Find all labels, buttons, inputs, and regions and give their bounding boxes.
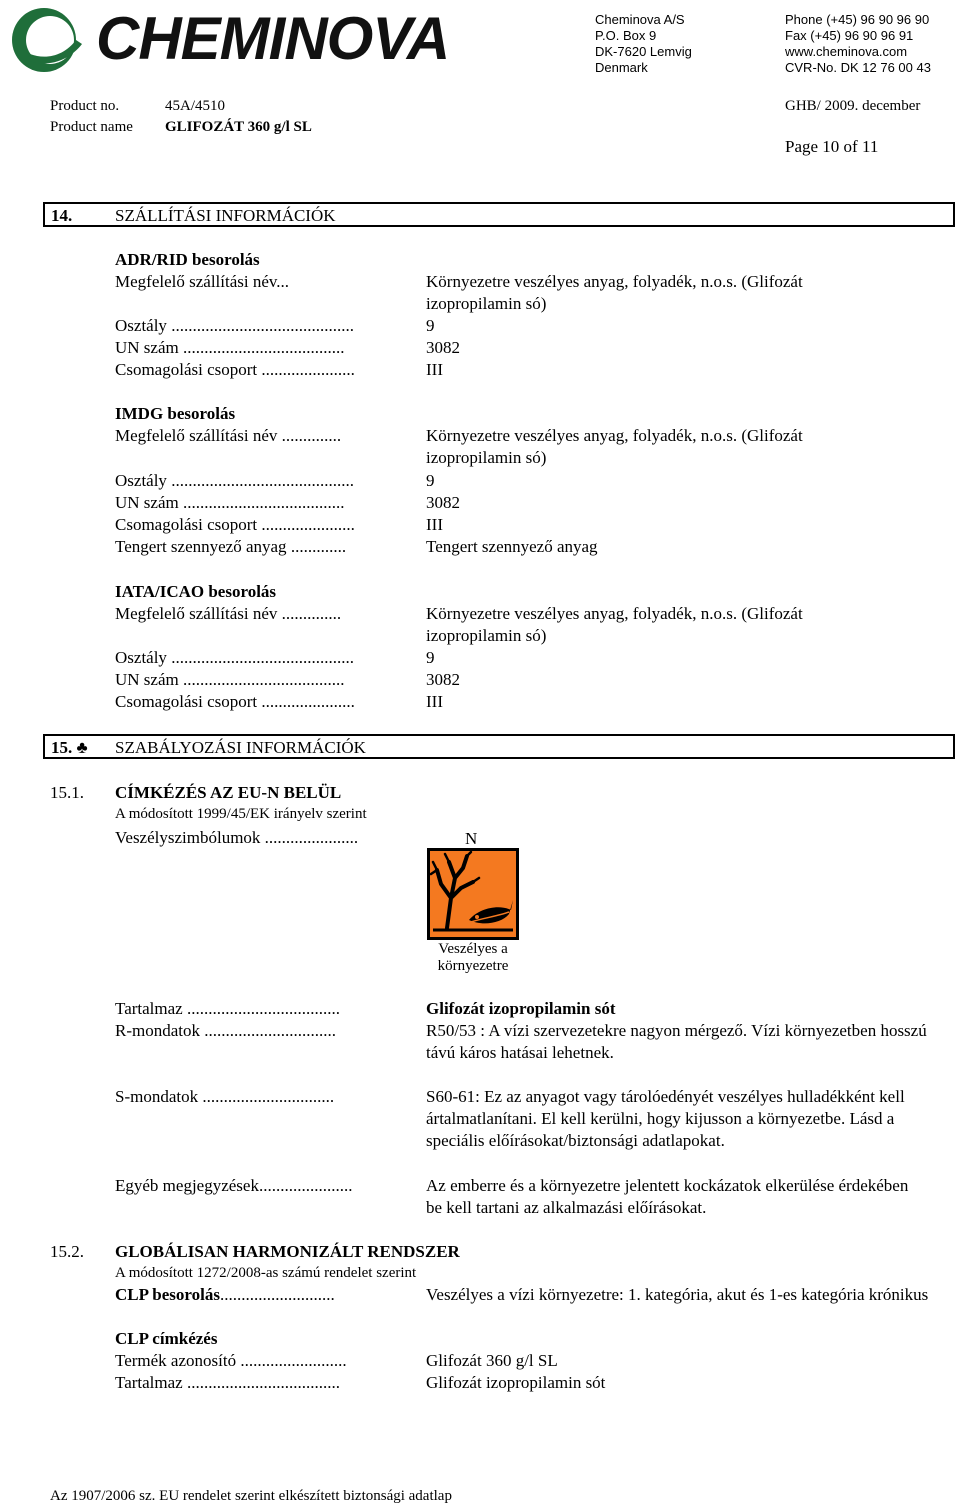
clp-labelling-heading: CLP címkézés (115, 1329, 218, 1348)
company-logo (6, 4, 496, 76)
imdg-un-label: UN szám ...................................... (115, 493, 345, 512)
address-line: DK-7620 Lemvig (595, 44, 692, 59)
product-no-label: Product no. (50, 98, 120, 114)
hazard-symbol-code: N (465, 829, 478, 848)
adr-class-label: Osztály ........................................... (115, 316, 354, 335)
iata-class-label: Osztály ........................................... (115, 648, 354, 667)
product-identifier-label: Termék azonosító ......................... (115, 1351, 347, 1370)
adr-class-value: 9 (426, 316, 435, 335)
contact-fax: Fax (+45) 96 90 96 91 (785, 28, 914, 43)
hazard-symbols-label: Veszélyszimbólumok ...................... (115, 828, 359, 847)
section-number: 14. (51, 206, 73, 225)
clp-classification-label: CLP besorolás........................... (115, 1285, 335, 1304)
document-reference: GHB/ 2009. december (785, 98, 921, 114)
contact-phone: Phone (+45) 96 90 96 90 (785, 12, 930, 27)
iata-class-value: 9 (426, 648, 435, 667)
page-footer: Az 1907/2006 sz. EU rendelet szerint elkészített biztonsági adatlap (50, 1488, 452, 1504)
clp-classification-value: Veszélyes a vízi környezetre: 1. kategória, akut és 1-es kategória krónikus (426, 1285, 929, 1304)
adr-un-value: 3082 (426, 338, 460, 357)
product-name-value: GLIFOZÁT 360 g/l SL (165, 119, 312, 135)
adr-pack-value: III (426, 360, 443, 379)
adr-heading: ADR/RID besorolás (115, 250, 260, 269)
other-remarks-value: Az emberre és a környezetre jelentett kockázatok elkerülése érdekében be kell tartani az alkalmazási előírásokat. (426, 1176, 909, 1217)
logo-text: CHEMINOVA (96, 5, 450, 72)
logo-mark-icon (6, 4, 88, 76)
iata-name-value: Környezetre veszélyes anyag, folyadék, n.o.s. (Glifozát izopropilamin só) (426, 604, 803, 645)
section-15-header (43, 734, 955, 759)
imdg-heading: IMDG besorolás (115, 404, 236, 423)
imdg-class-value: 9 (426, 471, 435, 490)
subsection-15-2-number: 15.2. (50, 1242, 84, 1261)
product-name-label: Product name (50, 119, 133, 135)
imdg-name-value: Környezetre veszélyes anyag, folyadék, n.o.s. (Glifozát izopropilamin só) (426, 426, 803, 467)
adr-name-value: Környezetre veszélyes anyag, folyadék, n.o.s. (Glifozát izopropilamin só) (426, 272, 803, 313)
address-line: Denmark (595, 60, 648, 75)
section-number: 15. ♣ (51, 738, 88, 757)
iata-heading: IATA/ICAO besorolás (115, 582, 277, 601)
address-line: P.O. Box 9 (595, 28, 657, 43)
imdg-marine-value: Tengert szennyező anyag (426, 537, 598, 556)
contains-label: Tartalmaz .................................... (115, 999, 340, 1018)
product-identifier-value: Glifozát 360 g/l SL (426, 1351, 558, 1370)
subsection-15-1-number: 15.1. (50, 783, 84, 802)
s-phrases-label: S-mondatok ............................... (115, 1087, 335, 1106)
clp-contains-label: Tartalmaz .................................... (115, 1373, 340, 1392)
r-phrases-label: R-mondatok ............................... (115, 1021, 336, 1040)
hazard-symbol-caption: Veszélyes a környezetre (437, 941, 509, 974)
contact-website: www.cheminova.com (785, 44, 908, 59)
s-phrases-value: S60-61: Ez az anyagot vagy tárolóedényét veszélyes hulladékként kell ártalmatlanítani. El kell kerülni, hogy kijusson a környezetbe. Lásd a speciális előírásokat/biztonsági adatlapokat. (426, 1087, 905, 1150)
imdg-pack-value: III (426, 515, 443, 534)
iata-pack-label: Csomagolási csoport ...................... (115, 692, 355, 711)
contains-value: Glifozát izopropilamin sót (426, 999, 616, 1018)
section-14-header (43, 202, 955, 227)
environment-hazard-icon (427, 848, 519, 940)
company-address (595, 12, 692, 76)
adr-pack-label: Csomagolási csoport ...................... (115, 360, 355, 379)
section-title: SZABÁLYOZÁSI INFORMÁCIÓK (115, 738, 366, 757)
imdg-un-value: 3082 (426, 493, 460, 512)
subsection-15-2-title: GLOBÁLISAN HARMONIZÁLT RENDSZER (115, 1242, 460, 1261)
iata-name-label: Megfelelő szállítási név .............. (115, 604, 342, 623)
other-remarks-label: Egyéb megjegyzések...................... (115, 1176, 353, 1195)
product-no-value: 45A/4510 (165, 98, 225, 114)
page-number: Page 10 of 11 (785, 137, 879, 156)
imdg-name-label: Megfelelő szállítási név .............. (115, 426, 342, 445)
iata-un-label: UN szám ...................................... (115, 670, 345, 689)
address-line: Cheminova A/S (595, 12, 685, 27)
iata-pack-value: III (426, 692, 443, 711)
adr-un-label: UN szám ...................................... (115, 338, 345, 357)
subsection-15-2-subtitle: A módosított 1272/2008-as számú rendelet szerint (115, 1265, 417, 1281)
imdg-pack-label: Csomagolási csoport ...................... (115, 515, 355, 534)
subsection-15-1-title: CÍMKÉZÉS AZ EU-N BELÜL (115, 783, 342, 802)
adr-name-label: Megfelelő szállítási név... (115, 272, 290, 291)
company-contact (785, 12, 931, 76)
imdg-marine-label: Tengert szennyező anyag ............. (115, 537, 347, 556)
subsection-15-1-subtitle: A módosított 1999/45/EK irányelv szerint (115, 806, 367, 822)
clp-contains-value: Glifozát izopropilamin sót (426, 1373, 606, 1392)
section-title: SZÁLLÍTÁSI INFORMÁCIÓK (115, 206, 336, 225)
iata-un-value: 3082 (426, 670, 460, 689)
imdg-class-label: Osztály ........................................... (115, 471, 354, 490)
r-phrases-value: R50/53 : A vízi szervezetekre nagyon mérgező. Vízi környezetben hosszú távú káros hatásai lehetnek. (426, 1021, 927, 1062)
contact-cvr: CVR-No. DK 12 76 00 43 (785, 60, 931, 75)
